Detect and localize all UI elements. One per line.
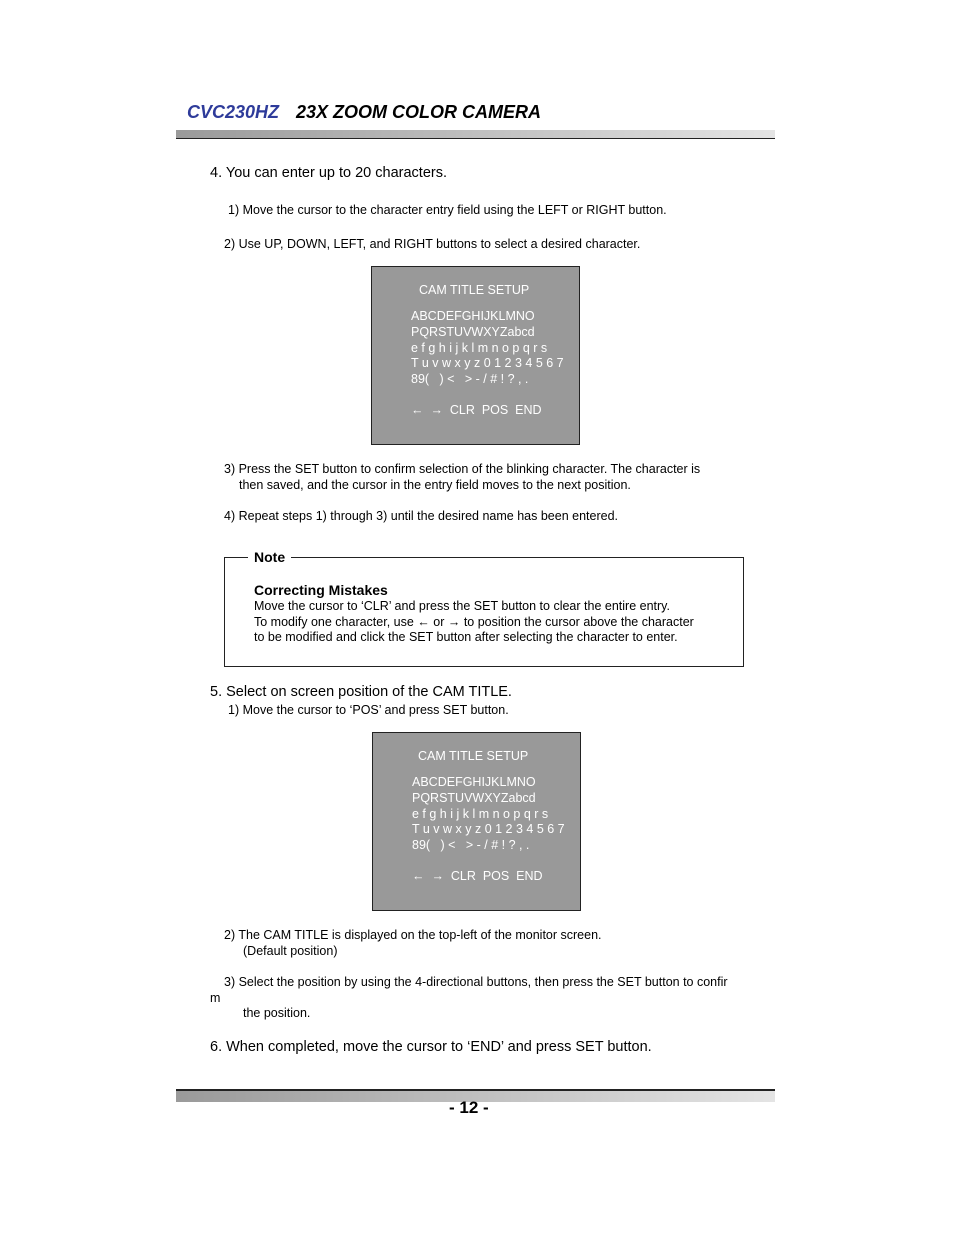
note-line-2: To modify one character, use ← or → to position the cursor above the character xyxy=(254,615,694,629)
note-label: Note xyxy=(248,549,291,565)
menu-row-3: e f g h i j k l m n o p q r s xyxy=(411,341,548,355)
menu-row-3: e f g h i j k l m n o p q r s xyxy=(412,807,549,821)
menu-row-5: 89( ) < > - / # ! ? , . xyxy=(411,372,529,386)
section-4-step-2: 2) Use UP, DOWN, LEFT, and RIGHT buttons to select a desired character. xyxy=(224,237,641,251)
header-title: 23X ZOOM COLOR CAMERA xyxy=(296,102,542,122)
menu-controls: ← → CLR POS END xyxy=(412,869,543,883)
cam-title-setup-menu-2 xyxy=(372,732,581,911)
menu-row-4: T u v w x y z 0 1 2 3 4 5 6 7 xyxy=(411,356,564,370)
header-rule xyxy=(176,130,775,139)
menu-row-4: T u v w x y z 0 1 2 3 4 5 6 7 xyxy=(412,822,565,836)
header-model: CVC230HZ xyxy=(187,102,280,122)
menu-title: CAM TITLE SETUP xyxy=(418,749,529,763)
page-number: - 12 - xyxy=(449,1098,489,1117)
section-5-step-3-wrap: m xyxy=(210,991,221,1005)
section-5-step-3-line-2: the position. xyxy=(243,1006,311,1020)
menu-row-2: PQRSTUVWXYZabcd xyxy=(411,325,535,339)
section-4-step-1: 1) Move the cursor to the character entry field using the LEFT or RIGHT button. xyxy=(228,203,667,217)
section-4-step-3-line-2: then saved, and the cursor in the entry field moves to the next position. xyxy=(239,478,631,492)
menu-row-2: PQRSTUVWXYZabcd xyxy=(412,791,536,805)
section-4-heading: 4. You can enter up to 20 characters. xyxy=(210,165,447,181)
section-5-step-2-line-2: (Default position) xyxy=(243,944,338,958)
section-5-step-2-line-1: 2) The CAM TITLE is displayed on the top-left of the monitor screen. xyxy=(224,928,602,942)
cam-title-setup-menu-1 xyxy=(371,266,580,445)
menu-row-1: ABCDEFGHIJKLMNO xyxy=(412,775,536,789)
section-5-heading: 5. Select on screen position of the CAM TITLE. xyxy=(210,684,512,700)
section-5-step-1: 1) Move the cursor to ‘POS’ and press SET button. xyxy=(228,703,509,717)
section-4-step-4: 4) Repeat steps 1) through 3) until the desired name has been entered. xyxy=(224,509,619,523)
section-6-heading: 6. When completed, move the cursor to ‘END’ and press SET button. xyxy=(210,1039,652,1055)
note-line-3: to be modified and click the SET button after selecting the character to enter. xyxy=(254,630,678,644)
note-line-1: Move the cursor to ‘CLR’ and press the SET button to clear the entire entry. xyxy=(254,599,670,613)
section-5-step-3-line-1: 3) Select the position by using the 4-directional buttons, then press the SET button to confir xyxy=(224,975,728,989)
menu-row-1: ABCDEFGHIJKLMNO xyxy=(411,309,535,323)
menu-controls: ← → CLR POS END xyxy=(411,403,542,417)
note-heading: Correcting Mistakes xyxy=(254,582,388,598)
section-4-step-3-line-1: 3) Press the SET button to confirm selection of the blinking character. The character is xyxy=(224,462,701,476)
menu-row-5: 89( ) < > - / # ! ? , . xyxy=(412,838,530,852)
menu-title: CAM TITLE SETUP xyxy=(419,283,530,297)
